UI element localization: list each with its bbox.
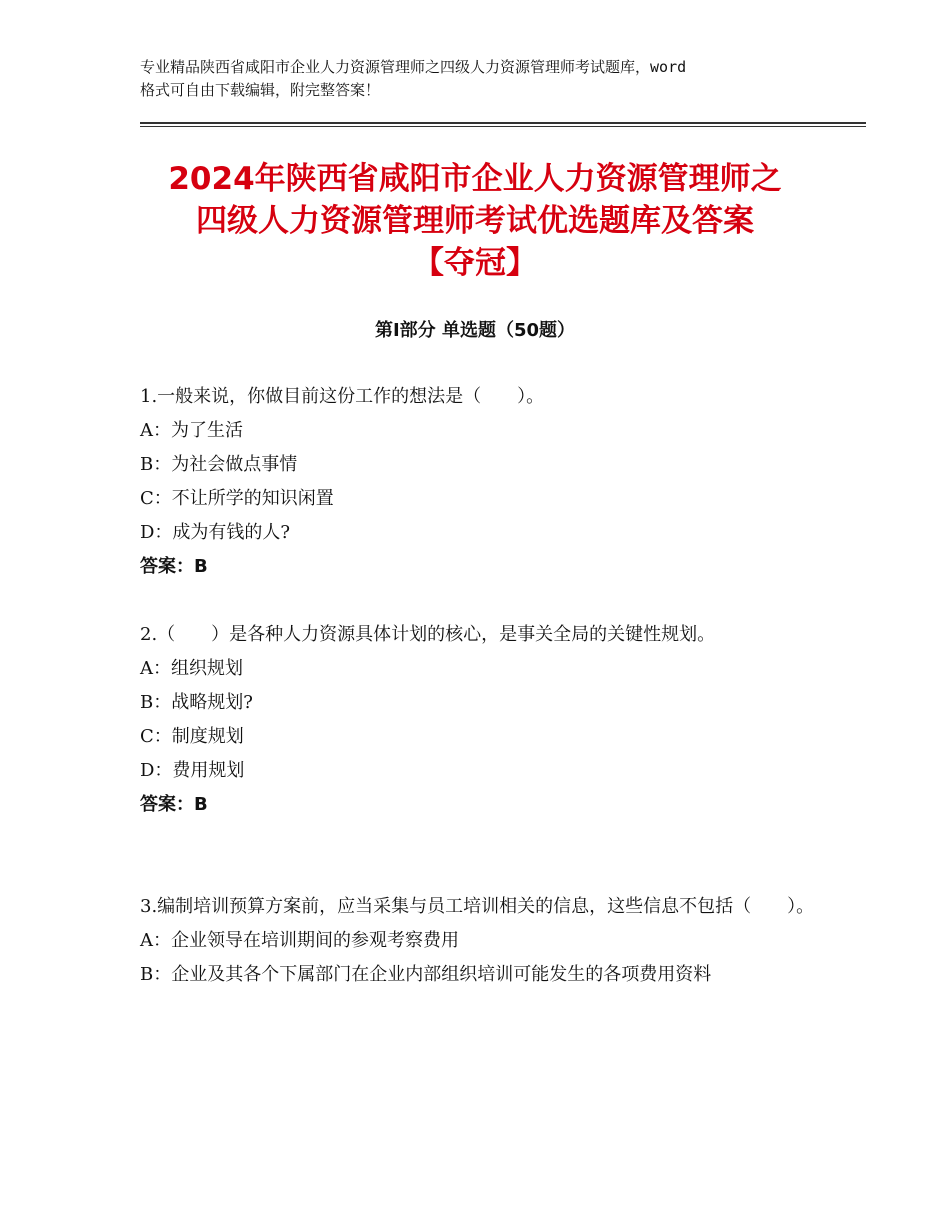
answer: 答案：B — [140, 794, 208, 815]
header-note — [140, 56, 820, 102]
option-c: C：不让所学的知识闲置 — [140, 488, 334, 509]
option-d: D：费用规划 — [140, 760, 245, 781]
document-title — [110, 158, 840, 284]
question-stem: 3.编制培训预算方案前，应当采集与员工培训相关的信息，这些信息不包括（ ）。 — [140, 896, 815, 917]
header-note-line: 专业精品陕西省咸阳市企业人力资源管理师之四级人力资源管理师考试题库，word — [140, 58, 687, 76]
option-a: A：为了生活 — [140, 420, 243, 441]
option-b: B：为社会做点事情 — [140, 454, 298, 475]
question-stem: 1.一般来说，你做目前这份工作的想法是（ ）。 — [140, 386, 545, 407]
option-b: B：战略规划? — [140, 692, 253, 713]
option-d: D：成为有钱的人? — [140, 522, 291, 543]
header-note-line: 格式可自由下载编辑，附完整答案！ — [140, 81, 381, 99]
option-b: B：企业及其各个下属部门在企业内部组织培训可能发生的各项费用资料 — [140, 964, 712, 985]
question-3 — [140, 890, 820, 992]
title-line: 【夺冠】 — [413, 245, 537, 281]
question-2 — [140, 618, 820, 822]
section-heading: 第Ⅰ部分 单选题（50题） — [374, 320, 575, 341]
question-1 — [140, 380, 820, 584]
question-stem: 2.（ ）是各种人力资源具体计划的核心，是事关全局的关键性规划。 — [140, 624, 716, 645]
option-c: C：制度规划 — [140, 726, 244, 747]
option-a: A：企业领导在培训期间的参观考察费用 — [140, 930, 459, 951]
header-divider-thin — [140, 126, 866, 127]
header-divider — [140, 122, 866, 124]
title-line: 2024年陕西省咸阳市企业人力资源管理师之 — [168, 161, 782, 197]
answer: 答案：B — [140, 556, 208, 577]
option-a: A：组织规划 — [140, 658, 243, 679]
title-line: 四级人力资源管理师考试优选题库及答案 — [196, 203, 754, 239]
